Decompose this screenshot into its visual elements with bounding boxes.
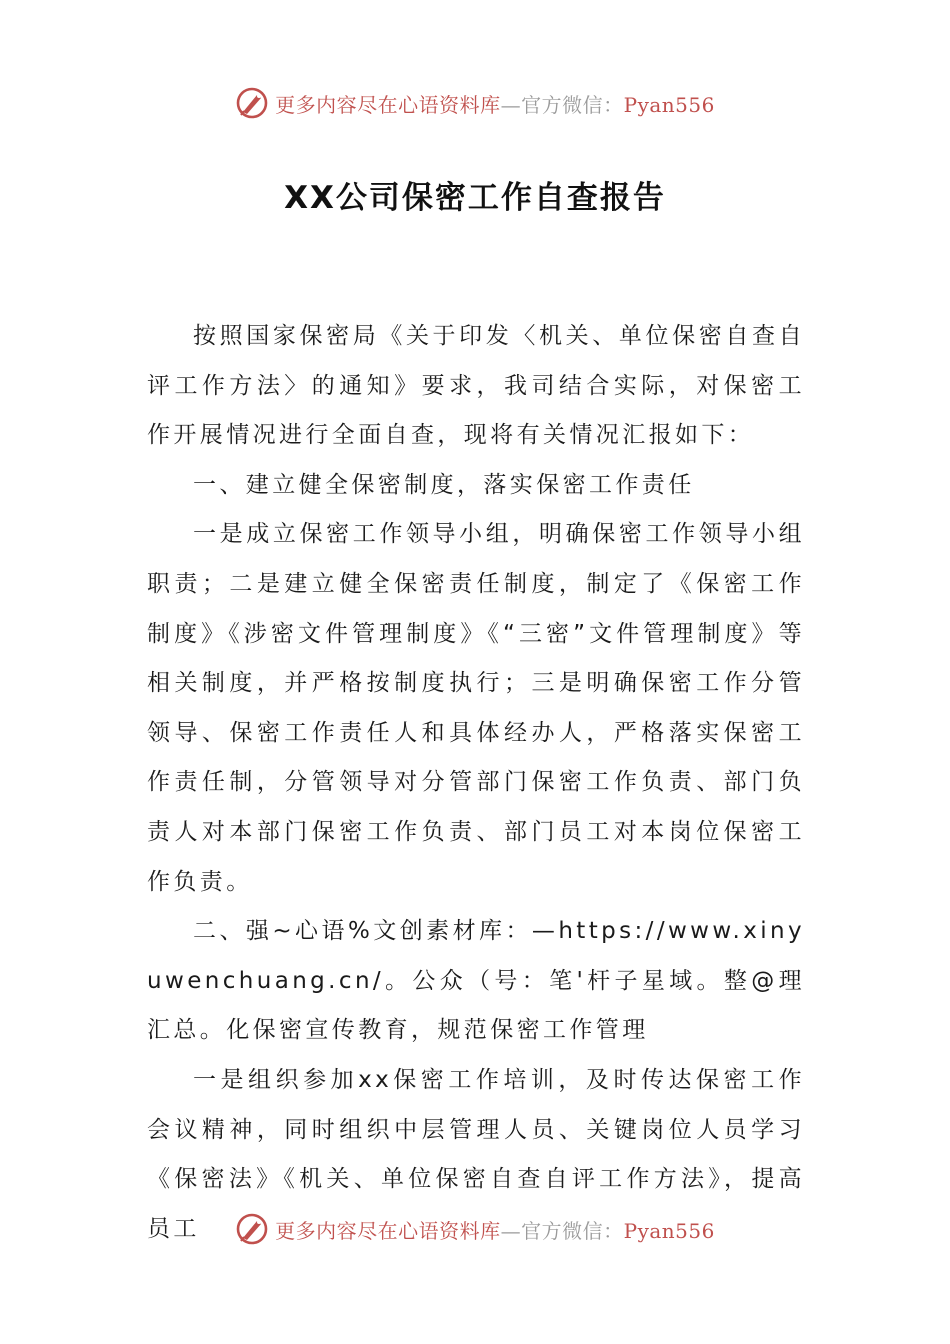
section-heading-1: 一、建立健全保密制度，落实保密工作责任 — [193, 471, 695, 498]
paragraph-intro: 按照国家保密局《关于印发〈机关、单位保密自查自评工作方法〉的通知》要求，我司结合实际，对保密工作开展情况进行全面自查，现将有关情况汇报如下： — [147, 323, 805, 449]
quill-pen-logo-icon — [235, 86, 269, 120]
header-watermark-banner — [0, 83, 950, 123]
document-body — [147, 312, 805, 1254]
document-title: XX公司保密工作自查报告 — [284, 180, 666, 216]
paragraph-section-1: 一是成立保密工作领导小组，明确保密工作领导小组职责；二是建立健全保密责任制度，制定了《保密工作制度》《涉密文件管理制度》《“三密”文件管理制度》等相关制度，并严格按制度执行；三是明确保密工作分管领导、保密工作责任人和具体经办人，严格落实保密工作责任制，分管领导对分管部门保密工作负责、部门负责人对本部门保密工作负责、部门员工对本岗位保密工作负责。 — [147, 521, 805, 895]
quill-pen-logo-icon — [235, 1212, 269, 1246]
footer-watermark-banner — [0, 1209, 950, 1249]
watermark-text: 更多内容尽在心语资料库—官方微信：Pyan556 — [275, 1218, 715, 1243]
watermark-text: 更多内容尽在心语资料库—官方微信：Pyan556 — [275, 92, 715, 117]
section-heading-2: 二、强~心语%文创素材库：—https://www.xinyuwenchuang.cn/。公众（号：笔'杆子星域。整@理汇总。化保密宣传教育，规范保密工作管理 — [147, 918, 805, 1044]
paragraph-section-2: 一是组织参加xx保密工作培训，及时传达保密工作会议精神，同时组织中层管理人员、关键岗位人员学习《保密法》《机关、单位保密自查自评工作方法》，提高员工 — [147, 1066, 805, 1242]
